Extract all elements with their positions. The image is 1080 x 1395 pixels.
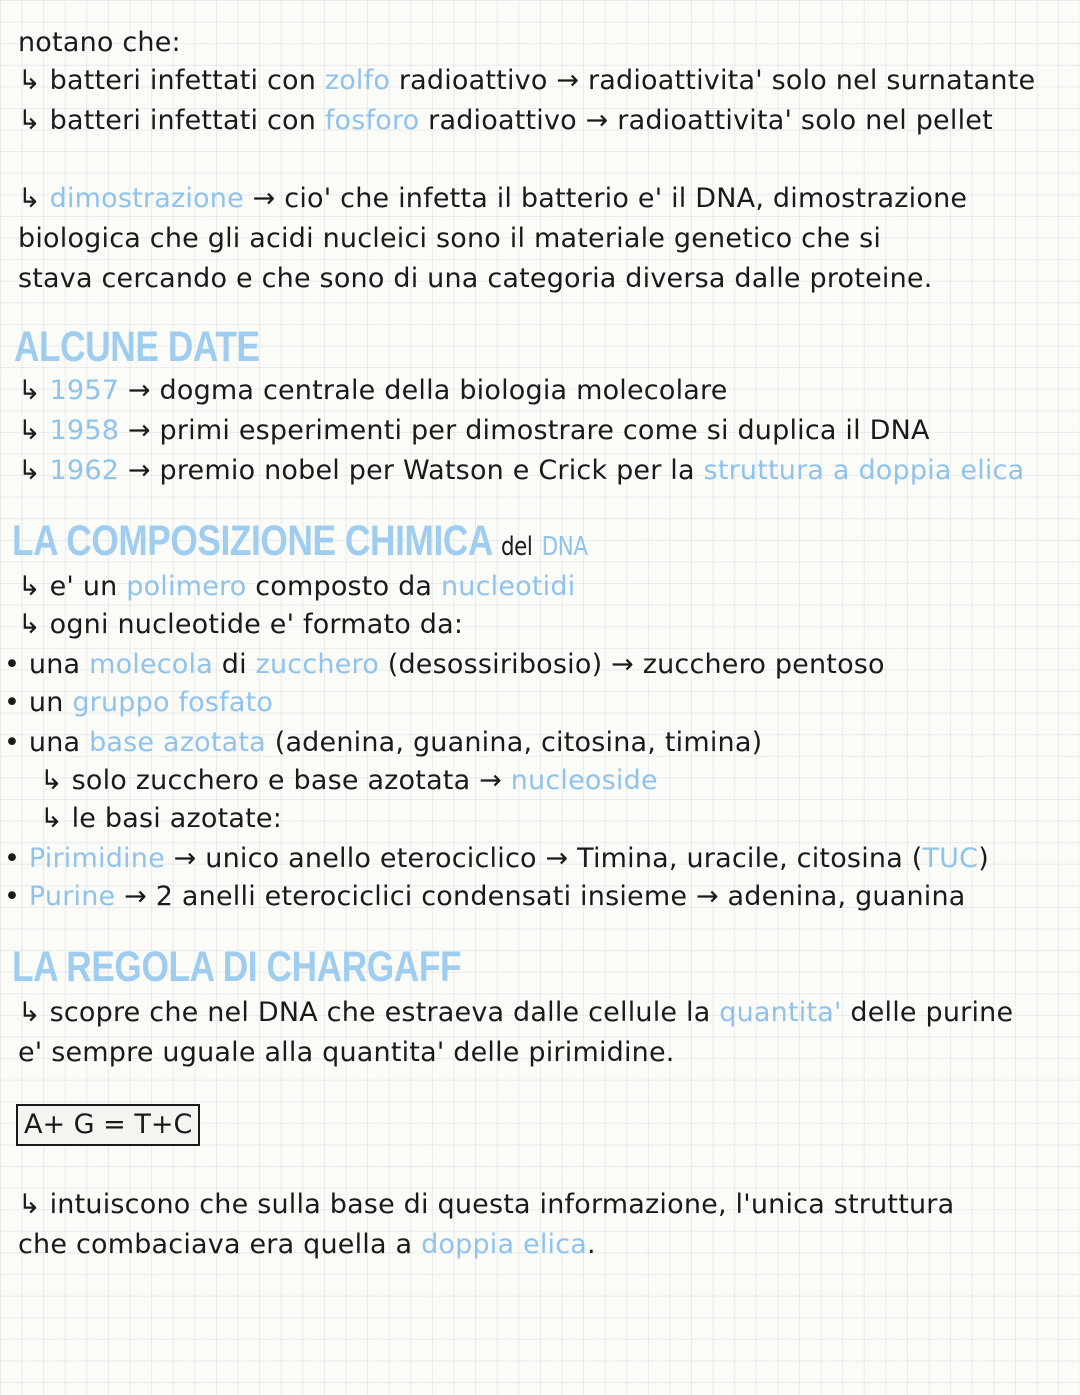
line-text: ↳ <box>18 183 50 214</box>
chargaff-line-2 <box>18 1034 675 1072</box>
line-text: ↳ e' un <box>18 571 127 602</box>
text-line-intro <box>18 24 181 62</box>
chem-purines <box>4 878 966 916</box>
line-text: biologica che gli acidi nucleici sono il materiale genetico che si <box>18 223 882 254</box>
highlight-fosforo: fosforo <box>324 105 420 136</box>
line-text: ↳ ogni nucleotide e' formato da: <box>18 609 464 640</box>
arrow-icon: ↳ <box>18 455 50 486</box>
chargaff-line-3 <box>18 1186 954 1224</box>
line-text: ↳ le basi azotate: <box>40 803 282 834</box>
line-text: ↳ intuiscono che sulla base di questa informazione, l'unica struttura <box>18 1189 955 1220</box>
heading-chargaff: LA REGOLA DI CHARGAFF <box>12 943 462 991</box>
line-text: ↳ batteri infettati con <box>18 105 325 136</box>
line-text: ↳ solo zucchero e base azotata → <box>40 765 511 796</box>
line-text: ↳ scopre che nel DNA che estraeva dalle cellule la <box>18 997 720 1028</box>
arrow-icon: → <box>119 415 160 446</box>
arrow-icon: ↳ <box>18 415 50 446</box>
line-text: di <box>213 649 256 680</box>
highlight-gruppo-fosfato: gruppo fosfato <box>72 687 274 718</box>
line-text: • <box>4 843 29 874</box>
heading-alcune-date: ALCUNE DATE <box>14 323 260 371</box>
highlight-dimostrazione: dimostrazione <box>49 183 244 214</box>
arrow-icon: → <box>119 455 160 486</box>
line-text: radioattivo → radioattivita' solo nel pellet <box>419 105 993 136</box>
line-text: (desossiribosio) → zucchero pentoso <box>378 649 885 680</box>
arrow-icon: ↳ <box>18 375 50 406</box>
text-line-biological <box>18 220 881 258</box>
date-text: premio nobel per Watson e Crick per la <box>159 455 704 486</box>
line-text: radioattivo → radioattivita' solo nel surnatante <box>390 65 1036 96</box>
chem-nucleoside <box>40 762 658 800</box>
date-text: dogma centrale della biologia molecolare <box>159 375 728 406</box>
highlight-polimero: polimero <box>126 571 247 602</box>
date-year: 1957 <box>49 375 120 406</box>
chargaff-formula-box: A+ G = T+C <box>16 1104 200 1146</box>
text-line-sulfur <box>18 62 1035 100</box>
line-text: • un <box>4 687 73 718</box>
heading-dna: DNA <box>541 532 588 562</box>
line-text: . <box>587 1229 596 1260</box>
highlight-pirimidine: Pirimidine <box>28 843 165 874</box>
highlight-doppia-elica: doppia elica <box>421 1229 588 1260</box>
line-text: (adenina, guanina, citosina, timina) <box>265 727 763 758</box>
highlight-tuc: TUC <box>922 843 979 874</box>
line-text: → cio' che infetta il batterio e' il DNA, dimostrazione <box>243 183 968 214</box>
chem-bullet-base <box>4 724 762 762</box>
highlight-molecola: molecola <box>89 649 214 680</box>
line-text: che combaciava era quella a <box>18 1229 422 1260</box>
line-text: e' sempre uguale alla quantita' delle pirimidine. <box>18 1037 675 1068</box>
highlight-base-azotata: base azotata <box>89 727 266 758</box>
line-text: • una <box>4 727 90 758</box>
highlight-purine: Purine <box>28 881 116 912</box>
highlight-quantita: quantita' <box>719 997 842 1028</box>
highlight-zolfo: zolfo <box>324 65 391 96</box>
date-year: 1958 <box>49 415 120 446</box>
chem-pyrimidines <box>4 840 989 878</box>
line-text: composto da <box>246 571 441 602</box>
highlight-nucleotidi: nucleotidi <box>440 571 576 602</box>
chem-bullet-phosphate <box>4 684 273 722</box>
line-text: ↳ batteri infettati con <box>18 65 325 96</box>
highlight-zucchero: zucchero <box>255 649 379 680</box>
chem-bases <box>40 800 282 838</box>
text-line-demonstration <box>18 180 967 218</box>
line-text: → unico anello eterociclico → Timina, uracile, citosina ( <box>164 843 923 874</box>
text-line-phosphorus <box>18 102 993 140</box>
date-year: 1962 <box>49 455 120 486</box>
line-text: delle purine <box>841 997 1014 1028</box>
chem-nucleotide <box>18 606 463 644</box>
line-text: ) <box>978 843 989 874</box>
date-text: primi esperimenti per dimostrare come si duplica il DNA <box>159 415 930 446</box>
date-item-1958 <box>18 412 930 450</box>
intro-text: notano che: <box>18 27 181 58</box>
highlight-doppia-elica: struttura a doppia elica <box>703 455 1025 486</box>
date-item-1962 <box>18 452 1024 490</box>
chargaff-line-1 <box>18 994 1013 1032</box>
line-text: • <box>4 881 29 912</box>
line-text: → 2 anelli eterociclici condensati insieme → adenina, guanina <box>115 881 966 912</box>
line-text: stava cercando e che sono di una categoria diversa dalle proteine. <box>18 263 933 294</box>
chargaff-line-4 <box>18 1226 596 1264</box>
date-item-1957 <box>18 372 728 410</box>
line-text: • una <box>4 649 90 680</box>
heading-text: LA COMPOSIZIONE CHIMICA <box>12 517 492 565</box>
chem-bullet-sugar <box>4 646 885 684</box>
heading-del: del <box>501 532 533 562</box>
heading-composizione-chimica <box>12 516 587 572</box>
arrow-icon: → <box>119 375 160 406</box>
text-line-category <box>18 260 932 298</box>
highlight-nucleoside: nucleoside <box>510 765 658 796</box>
chem-polymer <box>18 568 575 606</box>
